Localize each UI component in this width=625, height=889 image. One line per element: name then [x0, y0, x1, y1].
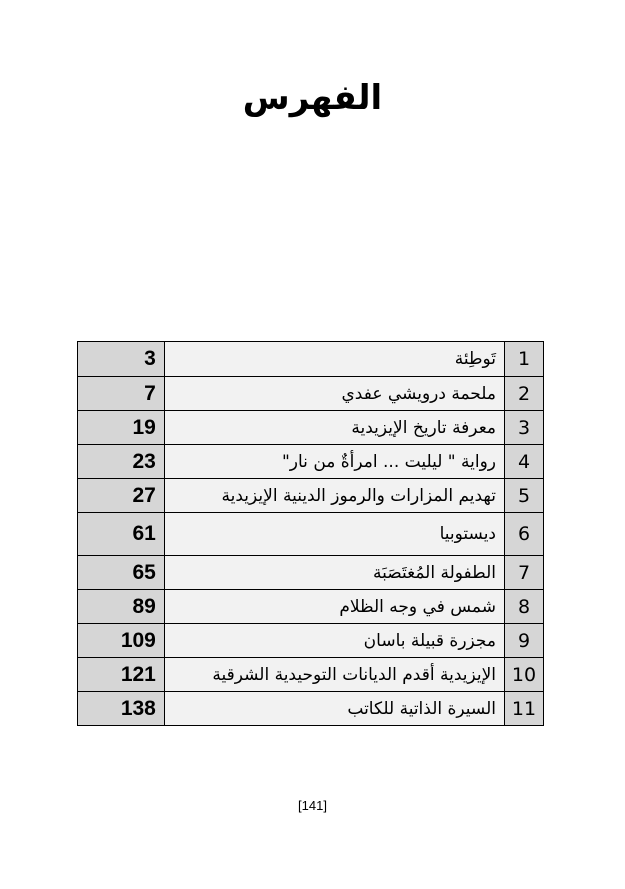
page-number-cell: 138: [78, 692, 165, 726]
page-number-cell: 65: [78, 556, 165, 590]
page-number-cell: 27: [78, 479, 165, 513]
table-row: [78, 479, 544, 513]
table-row: [78, 556, 544, 590]
page-number-cell: 7: [78, 377, 165, 411]
chapter-title: الإيزيدية أقدم الديانات التوحيدية الشرقية: [164, 658, 504, 692]
chapter-number: 1: [505, 342, 544, 377]
chapter-title: شمس في وجه الظلام: [164, 590, 504, 624]
chapter-number: 5: [505, 479, 544, 513]
page-number-cell: 3: [78, 342, 165, 377]
chapter-number: 7: [505, 556, 544, 590]
page-footer-number: [141]: [298, 798, 327, 813]
chapter-number: 11: [505, 692, 544, 726]
chapter-title: تَوطِئة: [164, 342, 504, 377]
chapter-number: 4: [505, 445, 544, 479]
table-row: [78, 445, 544, 479]
chapter-title: تهديم المزارات والرموز الدينية الإيزيدية: [164, 479, 504, 513]
page-number-cell: 121: [78, 658, 165, 692]
chapter-number: 6: [505, 513, 544, 556]
chapter-title: مجزرة قبيلة باسان: [164, 624, 504, 658]
table-row: [78, 624, 544, 658]
table-of-contents: [77, 341, 544, 726]
table-row: [78, 411, 544, 445]
page-title: الفهرس: [242, 78, 383, 118]
chapter-title: معرفة تاريخ الإيزيدية: [164, 411, 504, 445]
chapter-number: 2: [505, 377, 544, 411]
chapter-title: الطفولة المُغتَصَبَة: [164, 556, 504, 590]
page-number-cell: 23: [78, 445, 165, 479]
table-row: [78, 658, 544, 692]
table-row: [78, 342, 544, 377]
chapter-title: ديستوبيا: [164, 513, 504, 556]
table-row: [78, 513, 544, 556]
table-row: [78, 377, 544, 411]
chapter-number: 8: [505, 590, 544, 624]
table-row: [78, 590, 544, 624]
chapter-number: 9: [505, 624, 544, 658]
page-number-cell: 89: [78, 590, 165, 624]
chapter-title: السيرة الذاتية للكاتب: [164, 692, 504, 726]
page-number-cell: 19: [78, 411, 165, 445]
chapter-title: رواية " ليليت ... امرأةٌ من نار": [164, 445, 504, 479]
page-number-cell: 109: [78, 624, 165, 658]
chapter-number: 10: [505, 658, 544, 692]
table-row: [78, 692, 544, 726]
chapter-title: ملحمة درويشي عفدي: [164, 377, 504, 411]
page-number-cell: 61: [78, 513, 165, 556]
chapter-number: 3: [505, 411, 544, 445]
